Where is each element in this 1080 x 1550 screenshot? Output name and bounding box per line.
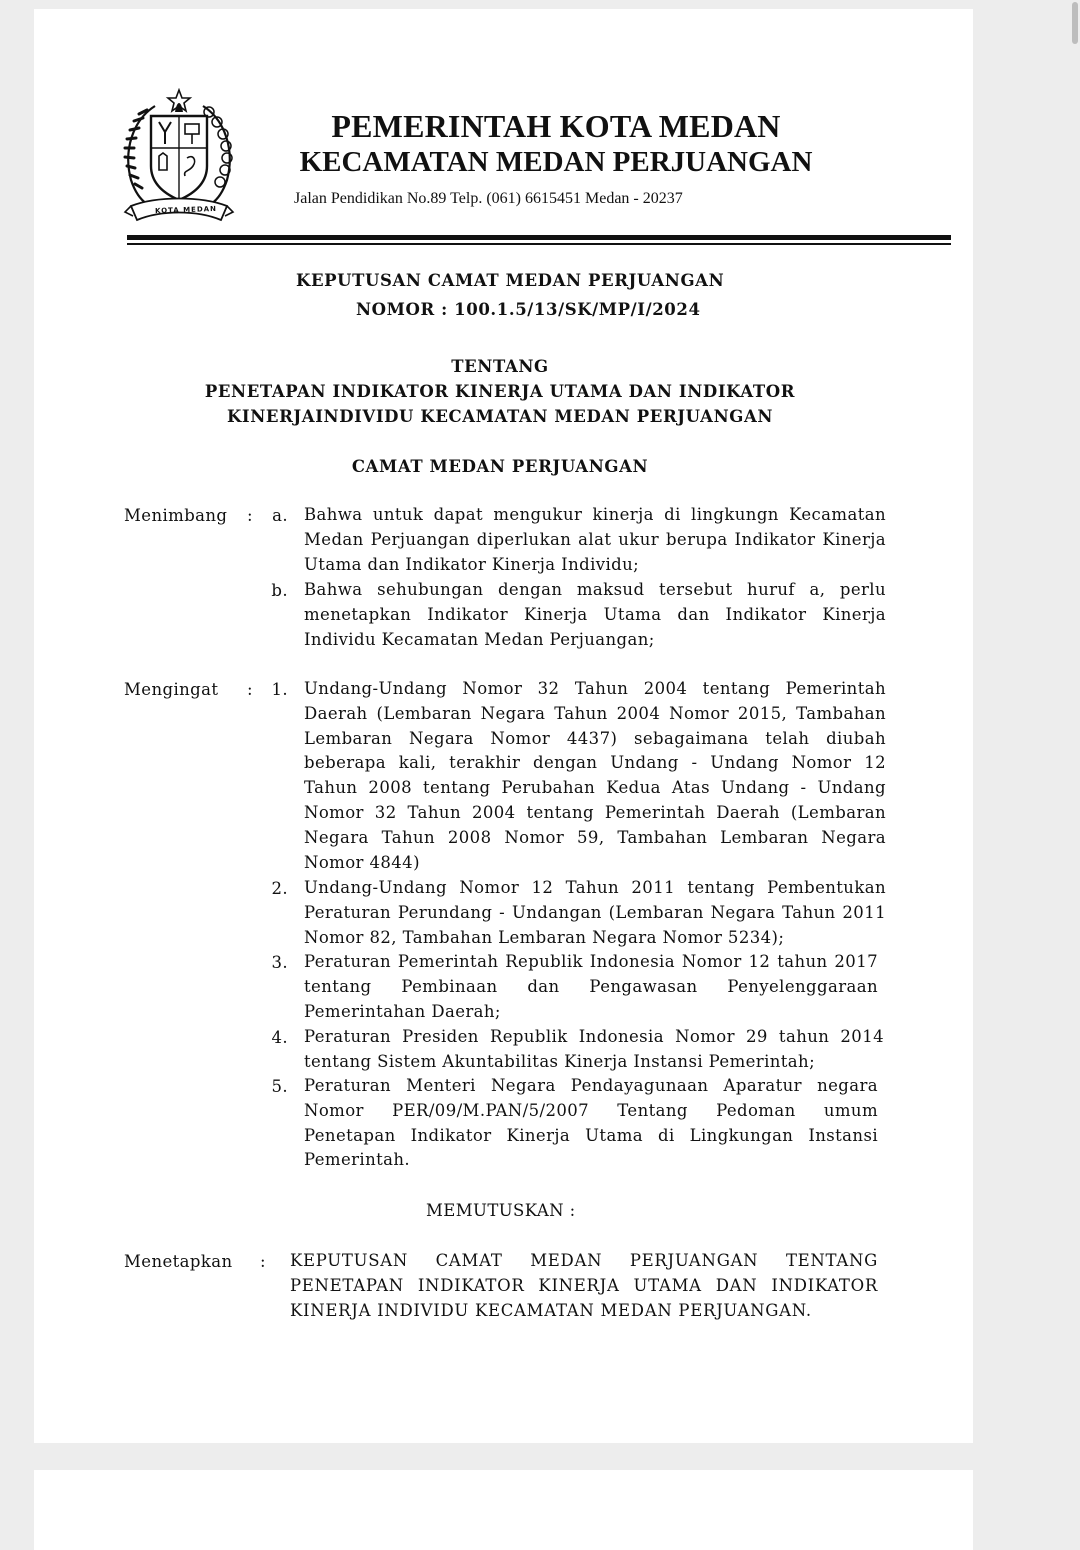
- decree-subject-line1: PENETAPAN INDIKATOR KINERJA UTAMA DAN INDIKATOR: [204, 382, 796, 401]
- list-marker: 1.: [271, 680, 288, 699]
- list-item: Peraturan Presiden Republik Indonesia Nomor 29 tahun 2014 tentang Sistem Akuntabilitas Kinerja Instansi Pemerintah;: [304, 1027, 884, 1071]
- section-colon: :: [247, 680, 253, 699]
- header-address: Jalan Pendidikan No.89 Telp. (061) 6615451 Medan - 20237: [294, 190, 683, 207]
- section-label-menetapkan: Menetapkan: [124, 1252, 233, 1271]
- list-item: Undang-Undang Nomor 12 Tahun 2011 tentang Pembentukan Peraturan Perundang - Undangan (Lembaran Negara Tahun 2011 Nomor 82, Tambahan Lembaran Negara Nomor 5234);: [304, 878, 886, 947]
- section-colon: :: [247, 506, 253, 525]
- decree-subject-line2: KINERJAINDIVIDU KECAMATAN MEDAN PERJUANGAN: [226, 407, 774, 426]
- logo-banner-text: KOTA MEDAN: [154, 204, 218, 216]
- decree-about: TENTANG: [451, 357, 549, 376]
- header-divider-thick: [127, 235, 951, 240]
- section-label-menimbang: Menimbang: [124, 506, 228, 525]
- section-label-mengingat: Mengingat: [124, 680, 219, 699]
- document-page-2: [34, 1470, 973, 1550]
- decree-title: KEPUTUSAN CAMAT MEDAN PERJUANGAN: [296, 271, 725, 290]
- list-item: Bahwa untuk dapat mengukur kinerja di lingkungn Kecamatan Medan Perjuangan diperlukan alat ukur berupa Indikator Kinerja Utama dan Indikator Kinerja Individu;: [304, 505, 886, 574]
- list-marker: 4.: [271, 1028, 288, 1047]
- menetapkan-text: KEPUTUSAN CAMAT MEDAN PERJUANGAN TENTANG PENETAPAN INDIKATOR KINERJA UTAMA DAN INDIKATOR KINERJA INDIVIDU KECAMATAN MEDAN PERJUANGAN.: [290, 1251, 878, 1320]
- list-item: Peraturan Pemerintah Republik Indonesia Nomor 12 tahun 2017 tentang Pembinaan dan Pengawasan Penyelenggaraan Pemerintahan Daerah;: [304, 952, 878, 1021]
- header-government: PEMERINTAH KOTA MEDAN: [331, 108, 781, 144]
- decree-number: NOMOR : 100.1.5/13/SK/MP/I/2024: [356, 300, 701, 319]
- header-district: KECAMATAN MEDAN PERJUANGAN: [299, 146, 813, 178]
- list-item: Undang-Undang Nomor 32 Tahun 2004 tentang Pemerintah Daerah (Lembaran Negara Tahun 2004 Nomor 2015, Tambahan Lembaran Negara Nomor 4437) sebagaimana telah diubah beberapa kali, terakhir dengan Undang - Undang Nomor 12 Tahun 2008 tentang Perubahan Kedua Atas Undang - Undang Nomor 32 Tahun 2004 tentang Pemerintah Daerah (Lembaran Negara Tahun 2008 Nomor 59, Tambahan Lembaran Negara Nomor 4844): [304, 679, 886, 872]
- decree-official: CAMAT MEDAN PERJUANGAN: [351, 457, 649, 476]
- list-marker: 5.: [271, 1077, 288, 1096]
- list-marker: 3.: [271, 953, 288, 972]
- section-colon: :: [260, 1252, 266, 1271]
- list-marker: 2.: [271, 879, 288, 898]
- memutuskan-heading: MEMUTUSKAN :: [426, 1201, 576, 1220]
- kota-medan-logo: [117, 88, 249, 228]
- header-divider-thin: [127, 243, 951, 245]
- list-item: Bahwa sehubungan dengan maksud tersebut huruf a, perlu menetapkan Indikator Kinerja Utama dan Indikator Kinerja Individu Kecamatan Medan Perjuangan;: [304, 580, 886, 649]
- scrollbar-thumb[interactable]: [1072, 2, 1078, 44]
- list-marker: b.: [271, 581, 288, 600]
- list-item: Peraturan Menteri Negara Pendayagunaan Aparatur negara Nomor PER/09/M.PAN/5/2007 Tentang Pedoman umum Penetapan Indikator Kinerja Utama di Lingkungan Instansi Pemerintah.: [304, 1076, 878, 1170]
- list-marker: a.: [272, 506, 288, 525]
